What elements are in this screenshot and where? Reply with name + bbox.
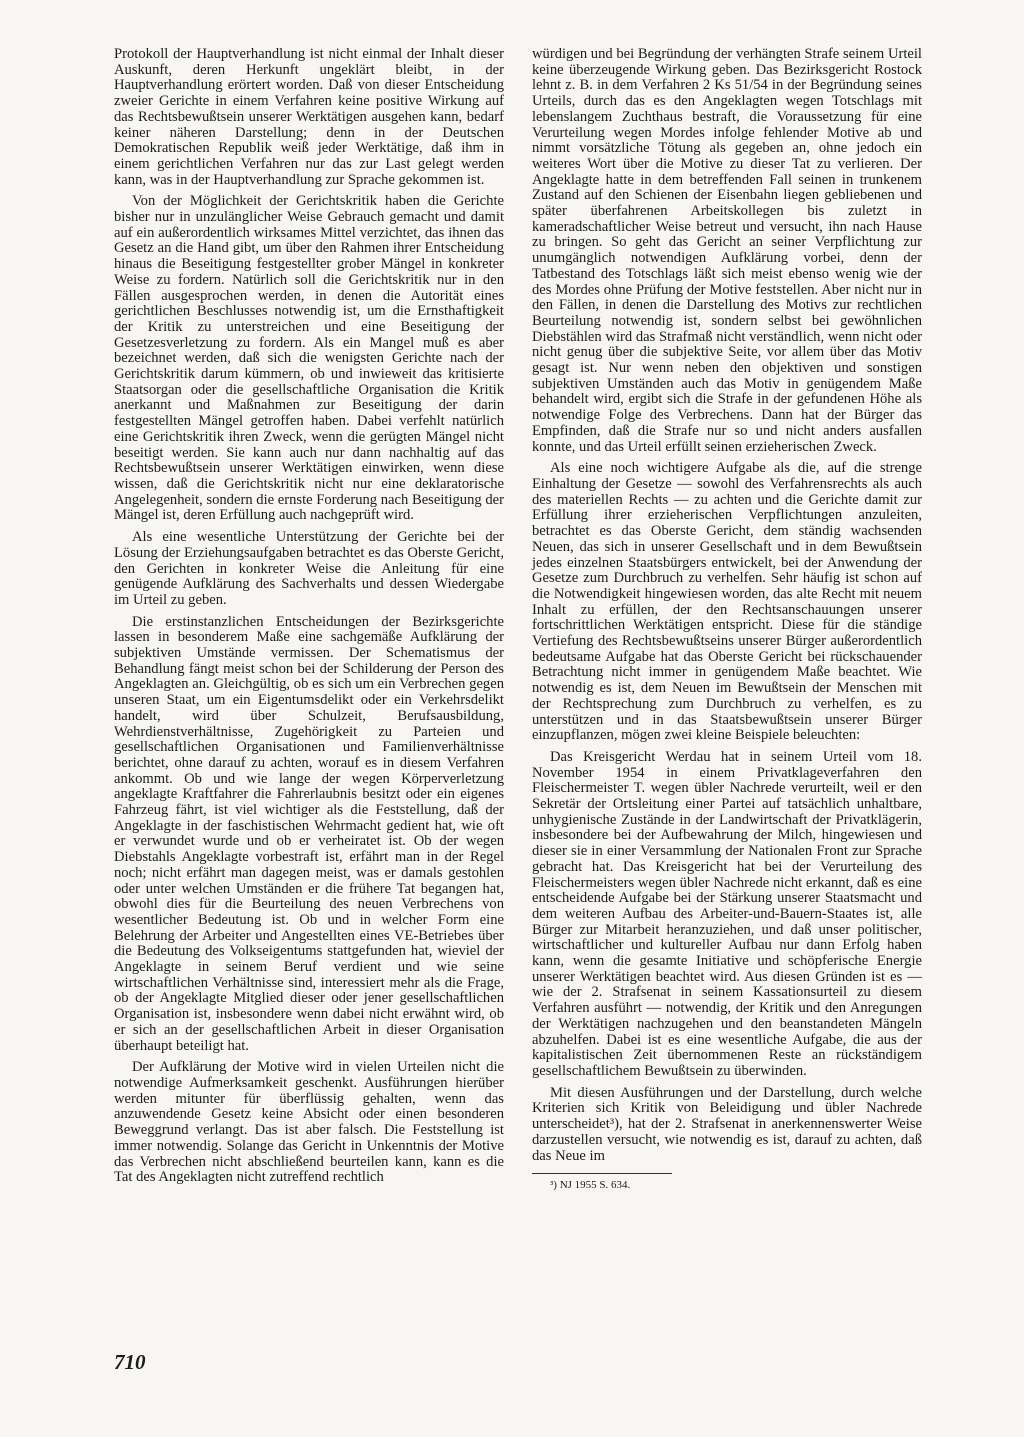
paragraph: würdigen und bei Begründung der verhängten Strafe seinem Urteil keine überzeugende Wirkung geben. Das Bezirksgericht Rostock lehnt z. B. in dem Verfahren 2 Ks 51/54 in der Begründung seines Urteils, durch das es den Angeklagten wegen Totschlags mit lebenslangem Zuchthaus bestraft, die Voraussetzung für eine Verurteilung wegen Mordes infolge fehlender Motive ab und nimmt vorsätzliche Tötung als gegeben an, ohne jedoch ein weiteres Wort über die Motive zu dieser Tat zu verlieren. Der Angeklagte hatte in dem betreffenden Fall seinen in trunkenem Zustand auf den Schienen der Eisenbahn liegen gebliebenen und später überfahrenen Arbeitskollegen bis zuletzt in kameradschaftlicher Weise betreut und versucht, ihn nach Hause zu bringen. So geht das Gericht an seiner Verpflichtung zur unumgänglich notwendigen Aufklärung vorbei, denn der Tatbestand des Totschlags läßt sich meist ebenso wenig wie der des Mordes ohne Prüfung der Motive feststellen. Aber nicht nur in den Fällen, in denen die Darstellung des Motivs zur rechtlichen Beurteilung notwendig ist, sondern selbst bei gewöhnlichen Diebstählen wird das Strafmaß nicht verständlich, wenn nicht oder nicht genug über die subjektive Seite, vor allem über das Motiv gesagt ist. Nur wenn neben den objektiven und sonstigen subjektiven Umständen auch das Motiv in genügendem Maße behandelt wird, ergibt sich die Strafe in der gefundenen Höhe als notwendige Folge des Verbrechens. Dann hat der Bürger das Empfinden, daß die Strafe nur so und nicht anders ausfallen konnte, und das Urteil erfüllt seinen erzieherischen Zweck. [532, 46, 922, 455]
page-number: 710 [114, 1350, 146, 1374]
footnote-divider [532, 1173, 672, 1174]
paragraph: Mit diesen Ausführungen und der Darstellung, durch welche Kriterien sich Kritik von Beleidigung und übler Nachrede unterscheidet³), hat der 2. Strafsenat in anerkennenswerter Weise darzustellen versucht, wie notwendig es ist, darauf zu achten, daß das Neue im [532, 1084, 922, 1164]
left-text-column [114, 47, 504, 1192]
paragraph: Von der Möglichkeit der Gerichtskritik haben die Gerichte bisher nur in unzulänglicher Weise Gebrauch gemacht und damit auf ein außerordentlich wirksames Mittel verzichtet, das ihnen das Gesetz an die Hand gibt, um über den Rahmen ihrer Entscheidung hinaus die Beseitigung festgestellter grober Mängel in konkreter Weise zu fordern. Natürlich soll die Gerichtskritik nur in den Fällen ausgesprochen werden, in denen die Autorität eines gerichtlichen Beschlusses notwendig ist, um die Ernsthaftigkeit der Kritik zu unterstreichen und eine Beseitigung der Gesetzesverletzung zu fordern. Als ein Mangel muß es aber bezeichnet werden, daß sich die wenigsten Gerichte nach der Gerichtskritik darum kümmern, ob und inwieweit das kritisierte Staatsorgan oder die gesellschaftliche Organisation die Kritik anerkannt und Maßnahmen zur Beseitigung der darin festgestellten Mängel getroffen haben. Dabei verfehlt natürlich eine Gerichtskritik ihren Zweck, wenn die gerügten Mängel nicht beseitigt werden. Sie kann auch nur dann nachhaltig auf das Rechtsbewußtsein unserer Werktätigen einwirken, wenn diese wissen, daß die Gerichtskritik nicht nur eine deklaratorische Angelegenheit, sondern die ernste Forderung nach Beseitigung der Mängel ist, deren Erfüllung auch nachgeprüft wird. [114, 193, 504, 524]
right-text-column [532, 47, 922, 1198]
paragraph: Der Aufklärung der Motive wird in vielen Urteilen nicht die notwendige Aufmerksamkeit geschenkt. Ausführungen hierüber werden mitunter für überflüssig gehalten, wenn das anzuwendende Gesetz keine Absicht oder einen besonderen Beweggrund verlangt. Das ist aber falsch. Die Feststellung ist immer notwendig. Solange das Gericht in Unkenntnis der Motive das Verbrechen nicht abschließend beurteilen kann, kann es die Tat des Angeklagten nicht zutreffend rechtlich [114, 1059, 504, 1186]
paragraph: Das Kreisgericht Werdau hat in seinem Urteil vom 18. November 1954 in einem Privatklageverfahren den Fleischermeister T. wegen übler Nachrede verurteilt, weil er den Sekretär der Ortsleitung einer Partei auf tatsächlich unhaltbare, unhygienische Zustände in der Landwirtschaft der Privatklägerin, insbesondere bei der Aufbewahrung der Milch, hingewiesen und dieser sie in einer Versammlung der Nationalen Front zur Sprache gebracht hat. Das Kreisgericht hat bei der Verurteilung des Fleischermeisters wegen übler Nachrede nicht erkannt, daß es eine entscheidende Aufgabe bei der Stärkung unserer Staatsmacht und dem weiteren Aufbau des Arbeiter-und-Bauern-Staates ist, alle Bürger zur Mitarbeit heranzuziehen, und daß unser politischer, wirtschaftlicher und kultureller Aufbau nur dann Erfolg haben kann, wenn die gesamte Initiative und schöpferische Energie unserer Werktätigen beachtet wird. Aus diesen Gründen ist es — wie der 2. Strafsenat in seinem Kassationsurteil zu diesem Verfahren ausführt — notwendig, der Kritik und den Anregungen der Werktätigen nachzugehen und den beanstandeten Mängeln abzuhelfen. Dabei ist es eine wesentliche Aufgabe, die aus der kapitalistischen Zeit übernommenen Reste an rückständigem gesellschaftlichem Bewußtsein zu überwinden. [532, 748, 922, 1079]
paragraph: Als eine wesentliche Unterstützung der Gerichte bei der Lösung der Erziehungsaufgaben betrachtet es das Oberste Gericht, den Gerichten in konkreter Weise die Anleitung für eine genügende Aufklärung des Sachverhalts und dessen Wiedergabe im Urteil zu geben. [114, 529, 504, 608]
paragraph: Als eine noch wichtigere Aufgabe als die, auf die strenge Einhaltung der Gesetze — sowohl des Verfahrensrechts als auch des materiellen Rechts — zu achten und die Gerichte damit zur Erfüllung ihrer erzieherischen Verpflichtungen anzuleiten, betrachtet es das Oberste Gericht, dem ständig wachsenden Neuen, das sich in unserer Gesellschaft und in dem Bewußtsein jedes einzelnen Staatsbürgers entwickelt, bei der Anwendung der Gesetze zum Durchbruch zu verhelfen. Sehr häufig ist schon auf die Notwendigkeit hingewiesen worden, das alte Recht mit neuem Inhalt zu erfüllen, der den Rechtsanschauungen unserer fortschrittlichen Werktätigen entspricht. Diese für die ständige Vertiefung des Rechtsbewußtseins unserer Bürger außerordentlich bedeutsame Aufgabe hat das Oberste Gericht bei rückschauender Betrachtung nicht immer in genügendem Maße beachtet. Wie notwendig es ist, dem Neuen im Bewußtsein der Menschen mit der Rechtsprechung zum Durchbruch zu verhelfen, es zu unterstützen und in das Staatsbewußtsein unserer Bürger einzupflanzen, mögen zwei kleine Beispiele beleuchten: [532, 460, 922, 744]
footnote: ³) NJ 1955 S. 634. [550, 1179, 631, 1192]
paragraph: Protokoll der Hauptverhandlung ist nicht einmal der Inhalt dieser Auskunft, deren Herkunft ungeklärt bleibt, in der Hauptverhandlung erörtert worden. Daß von dieser Entscheidung zweier Gerichte in einem Verfahren keine positive Wirkung auf das Rechtsbewußtsein unserer Werktätigen ausgehen kann, bedarf keiner näheren Darstellung; denn in der Deutschen Demokratischen Republik weiß jeder Werktätige, daß ihm in einem gerichtlichen Verfahren nur das zur Last gelegt werden kann, was in der Hauptverhandlung zur Sprache gekommen ist. [114, 46, 504, 188]
paragraph: Die erstinstanzlichen Entscheidungen der Bezirksgerichte lassen in besonderem Maße eine sachgemäße Aufklärung der subjektiven Umstände vermissen. Der Schematismus der Behandlung fängt meist schon bei der Schilderung der Person des Angeklagten an. Gleichgültig, ob es sich um ein Verbrechen gegen unseren Staat, um ein Eigentumsdelikt oder ein Verkehrsdelikt handelt, wird über Schulzeit, Berufsausbildung, Wehrdienstverhältnisse, Zugehörigkeit zu Parteien und gesellschaftlichen Organisationen und Familienverhältnisse berichtet, ohne darauf zu achten, worauf es in diesem Verfahren ankommt. Ob und wie lange der wegen Körperverletzung angeklagte Kraftfahrer die Fahrerlaubnis besitzt oder ein eigenes Fahrzeug fährt, ist viel wichtiger als die Feststellung, daß der Angeklagte in der faschistischen Wehrmacht gedient hat, wie oft er verwundet wurde und ob er verheiratet ist. Ob der wegen Diebstahls Angeklagte vorbestraft ist, erfährt man in der Regel noch; nicht erfährt man dagegen meist, was er damals gestohlen oder unter welchen Umständen er die frühere Tat begangen hat, obwohl dies für die Beurteilung des neuen Verbrechens von wesentlicher Bedeutung ist. Ob und in welcher Form eine Belehrung der Arbeiter und Angestellten eines VE-Betriebes über die Bedeutung des Volkseigentums stattgefunden hat, wieviel der Angeklagte in seinem Beruf verdient und wie seine wirtschaftlichen Verhältnisse sind, interessiert mehr als die Frage, ob der Angeklagte Mitglied dieser oder jener gesellschaftlichen Organisation ist, insbesondere wenn dabei nicht erwähnt wird, ob er sich an der gesellschaftlichen Arbeit in dieser Organisation überhaupt beteiligt hat. [114, 613, 504, 1054]
